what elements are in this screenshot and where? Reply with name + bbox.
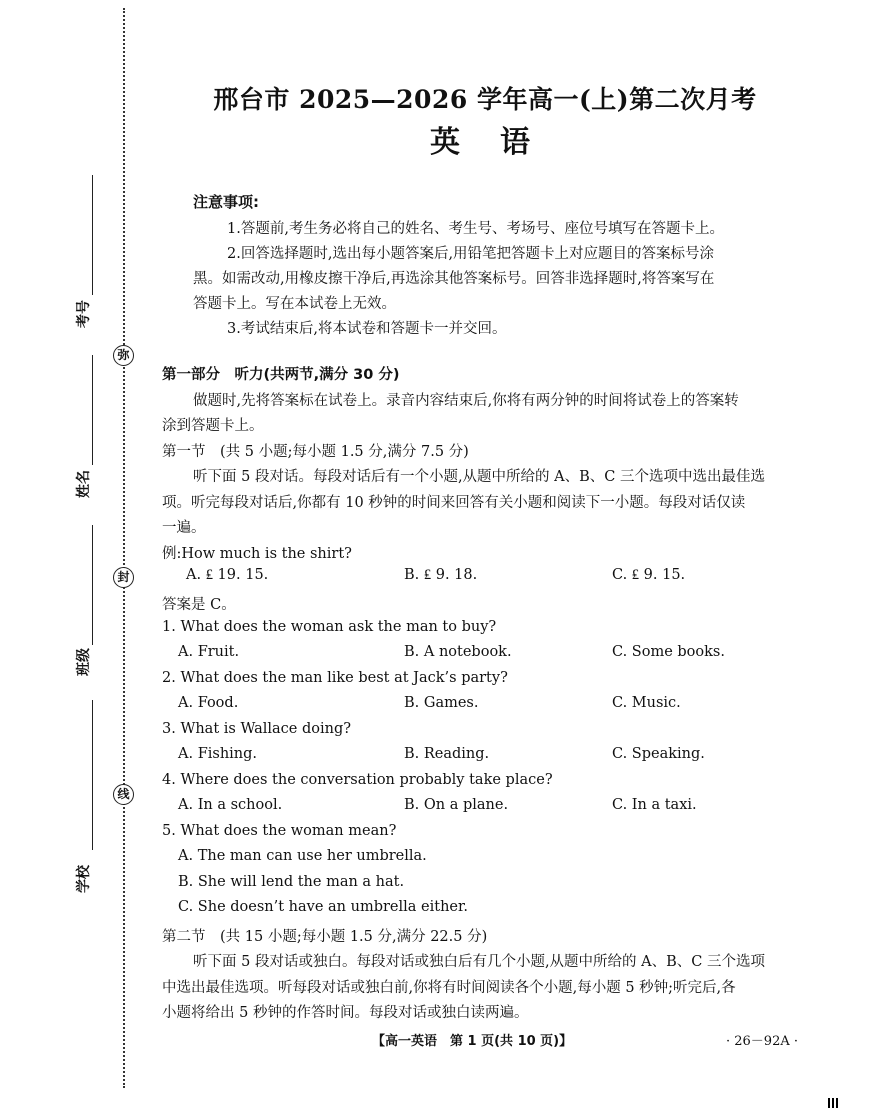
q4-option-a: A. In a school. (178, 797, 283, 813)
example-answer: 答案是 C。 (162, 597, 236, 613)
field-line (92, 175, 93, 295)
example-option-a: A. ₤ 19. 15. (186, 567, 269, 583)
section2-intro: 听下面 5 段对话或独白。每段对话或独白后有几个小题,从题中所给的 A、B、C 三个选项 (193, 954, 765, 970)
q1-option-c: C. Some books. (612, 644, 725, 660)
q3-option-c: C. Speaking. (612, 746, 705, 762)
subject-title: 英语 (430, 125, 570, 160)
q2-option-a: A. Food. (178, 695, 239, 711)
example-question: 例:How much is the shirt? (162, 546, 352, 562)
question-2: 2. What does the man like best at Jack’s party? (162, 670, 508, 686)
part1-intro: 涂到答题卡上。 (162, 418, 264, 434)
example-option-c: C. ₤ 9. 15. (612, 567, 686, 583)
exam-title: 邢台市 2025—2026 学年高一(上)第二次月考 (213, 85, 757, 114)
seal-mi: 弥 (113, 345, 134, 366)
section2-intro: 中选出最佳选项。听每段对话或独白前,你将有时间阅读各个小题,每小题 5 秒钟;听完后,各 (162, 980, 736, 996)
section1-heading: 第一节 (共 5 小题;每小题 1.5 分,满分 7.5 分) (162, 444, 469, 460)
part1-heading: 第一部分 听力(共两节,满分 30 分) (162, 367, 400, 383)
section1-intro: 听下面 5 段对话。每段对话后有一个小题,从题中所给的 A、B、C 三个选项中选出最佳选 (193, 469, 765, 485)
field-label-school: 学校 (76, 865, 92, 893)
binding-dotted-line (123, 8, 125, 1088)
q3-option-a: A. Fishing. (178, 746, 258, 762)
example-option-b: B. ₤ 9. 18. (404, 567, 478, 583)
section1-intro: 项。听完每段对话后,你都有 10 秒钟的时间来回答有关小题和阅读下一小题。每段对话仅读 (162, 495, 746, 511)
q3-option-b: B. Reading. (404, 746, 490, 762)
q4-option-b: B. On a plane. (404, 797, 509, 813)
field-line (92, 700, 93, 850)
section2-heading: 第二节 (共 15 小题;每小题 1.5 分,满分 22.5 分) (162, 929, 488, 945)
q5-option-b: B. She will lend the man a hat. (178, 874, 405, 890)
q5-option-a: A. The man can use her umbrella. (178, 848, 427, 864)
section1-intro: 一遍。 (162, 520, 206, 536)
question-3: 3. What is Wallace doing? (162, 721, 352, 737)
question-4: 4. Where does the conversation probably take place? (162, 772, 553, 788)
paper-code: · 26－92A · (726, 1034, 799, 1049)
q4-option-c: C. In a taxi. (612, 797, 697, 813)
field-line (92, 525, 93, 645)
seal-feng: 封 (113, 567, 134, 588)
notes-item: 答题卡上。写在本试卷上无效。 (193, 296, 396, 312)
field-label-exam-number: 考号 (76, 300, 92, 328)
part1-intro: 做题时,先将答案标在试卷上。录音内容结束后,你将有两分钟的时间将试卷上的答案转 (193, 393, 739, 409)
notes-item: 3.考试结束后,将本试卷和答题卡一并交回。 (227, 321, 507, 337)
page-footer: 【高一英语 第 1 页(共 10 页)】 (372, 1034, 573, 1049)
section2-intro: 小题将给出 5 秒钟的作答时间。每段对话或独白读两遍。 (162, 1005, 529, 1021)
notes-item: 1.答题前,考生务必将自己的姓名、考生号、考场号、座位号填写在答题卡上。 (227, 221, 724, 237)
notes-item: 2.回答选择题时,选出每小题答案后,用铅笔把答题卡上对应题目的答案标号涂 (227, 246, 715, 262)
field-label-class: 班级 (76, 648, 92, 676)
q2-option-c: C. Music. (612, 695, 681, 711)
q2-option-b: B. Games. (404, 695, 479, 711)
qr-code-icon (828, 1098, 838, 1108)
notes-heading: 注意事项: (193, 193, 259, 211)
q5-option-c: C. She doesn’t have an umbrella either. (178, 899, 468, 915)
q1-option-a: A. Fruit. (178, 644, 240, 660)
field-label-name: 姓名 (76, 470, 92, 498)
notes-item: 黑。如需改动,用橡皮擦干净后,再选涂其他答案标号。回答非选择题时,将答案写在 (193, 271, 715, 287)
field-line (92, 355, 93, 465)
question-5: 5. What does the woman mean? (162, 823, 397, 839)
question-1: 1. What does the woman ask the man to buy? (162, 619, 497, 635)
q1-option-b: B. A notebook. (404, 644, 512, 660)
seal-xian: 线 (113, 784, 134, 805)
